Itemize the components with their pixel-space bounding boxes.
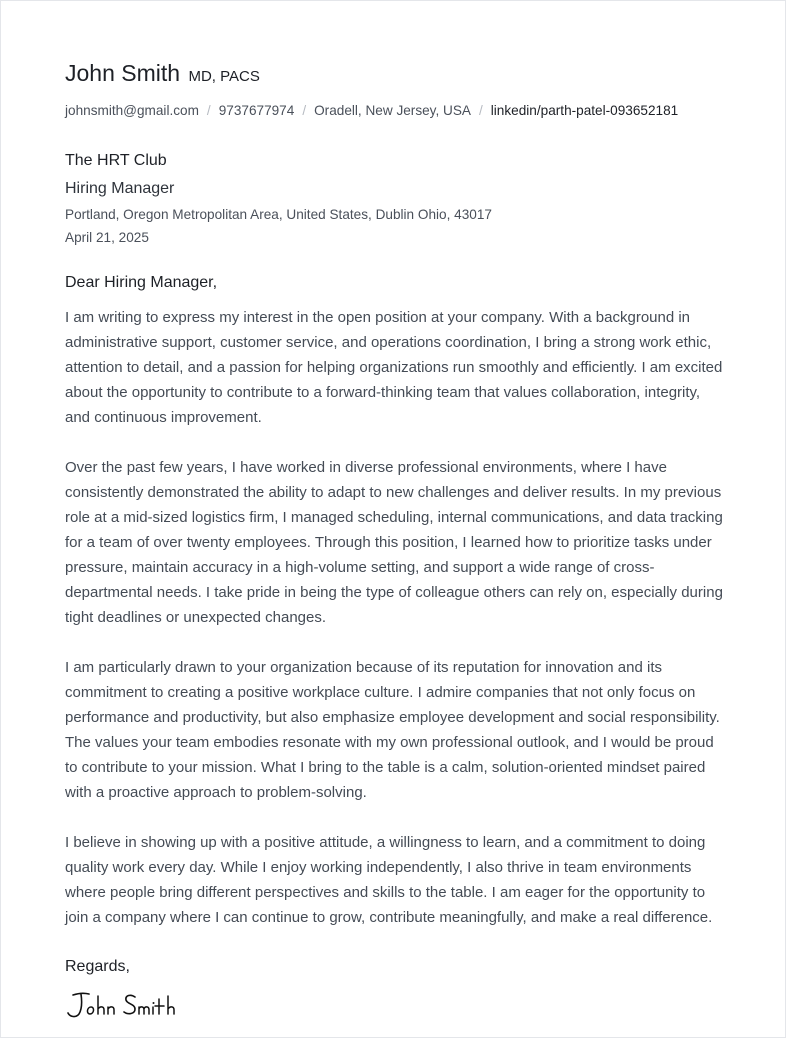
body-paragraph: Over the past few years, I have worked in diverse professional environments, where I have consistently demonstrated the ability to adapt to new challenges and deliver results. In my previous role at a mid-sized logistics firm, I managed scheduling, internal communications, and data tracking for a team of over twenty employees. Through this position, I learned how to prioritize tasks under pressure, maintain accuracy in a high-volume setting, and support a wide range of cross-departmental needs. I take pride in being the type of colleague others can rely on, especially during tight deadlines or unexpected changes. — [65, 459, 723, 626]
body-paragraph: I am writing to express my interest in the open position at your company. With a background in administrative support, customer service, and operations coordination, I bring a strong work ethic, attention to detail, and a passion for helping organizations run smoothly and efficiently. I am excited about the opportunity to contribute to a forward-thinking team that values collaboration, integrity, and continuous improvement. — [65, 309, 723, 426]
letter-content — [65, 57, 729, 1025]
recipient-block — [65, 147, 729, 249]
body-paragraph: I believe in showing up with a positive attitude, a willingness to learn, and a commitment to doing quality work every day. While I enjoy working independently, I also thrive in team environments where people bring different perspectives and skills to the table. I am eager for the opportunity to join a company where I can continue to grow, contribute meaningfully, and make a real difference. — [65, 834, 713, 926]
contact-separator: / — [302, 103, 307, 118]
letter-body — [65, 305, 729, 930]
recipient-company: The HRT Club — [65, 152, 167, 169]
contact-separator: / — [478, 103, 483, 118]
contact-separator: / — [206, 103, 211, 118]
closing: Regards, — [65, 958, 130, 975]
contact-phone[interactable]: 9737677974 — [218, 103, 295, 118]
recipient-address: Portland, Oregon Metropolitan Area, United States, Dublin Ohio, 43017 — [65, 207, 492, 222]
candidate-header — [65, 57, 729, 93]
linkedin-link[interactable]: linkedin/parth-patel-093652181 — [490, 103, 679, 118]
contact-info — [65, 101, 729, 121]
contact-email[interactable]: johnsmith@gmail.com — [65, 103, 199, 118]
letter-date: April 21, 2025 — [65, 230, 149, 245]
body-paragraph: I am particularly drawn to your organization because of its reputation for innovation and its commitment to creating a positive workplace culture. I admire companies that not only focus on performance and productivity, but also emphasize employee development and social responsibility. The values your team embodies resonate with my own professional outlook, and I would be proud to contribute to your mission. What I bring to the table is a calm, solution-oriented mindset paired with a proactive approach to problem-solving. — [65, 659, 720, 801]
salutation: Dear Hiring Manager, — [65, 274, 218, 291]
handwritten-signature — [65, 985, 205, 1025]
signature — [65, 985, 729, 1025]
candidate-credentials: MD, PACS — [188, 68, 260, 85]
contact-location: Oradell, New Jersey, USA — [314, 103, 471, 118]
recipient-role: Hiring Manager — [65, 180, 175, 197]
candidate-name: John Smith — [65, 60, 181, 86]
